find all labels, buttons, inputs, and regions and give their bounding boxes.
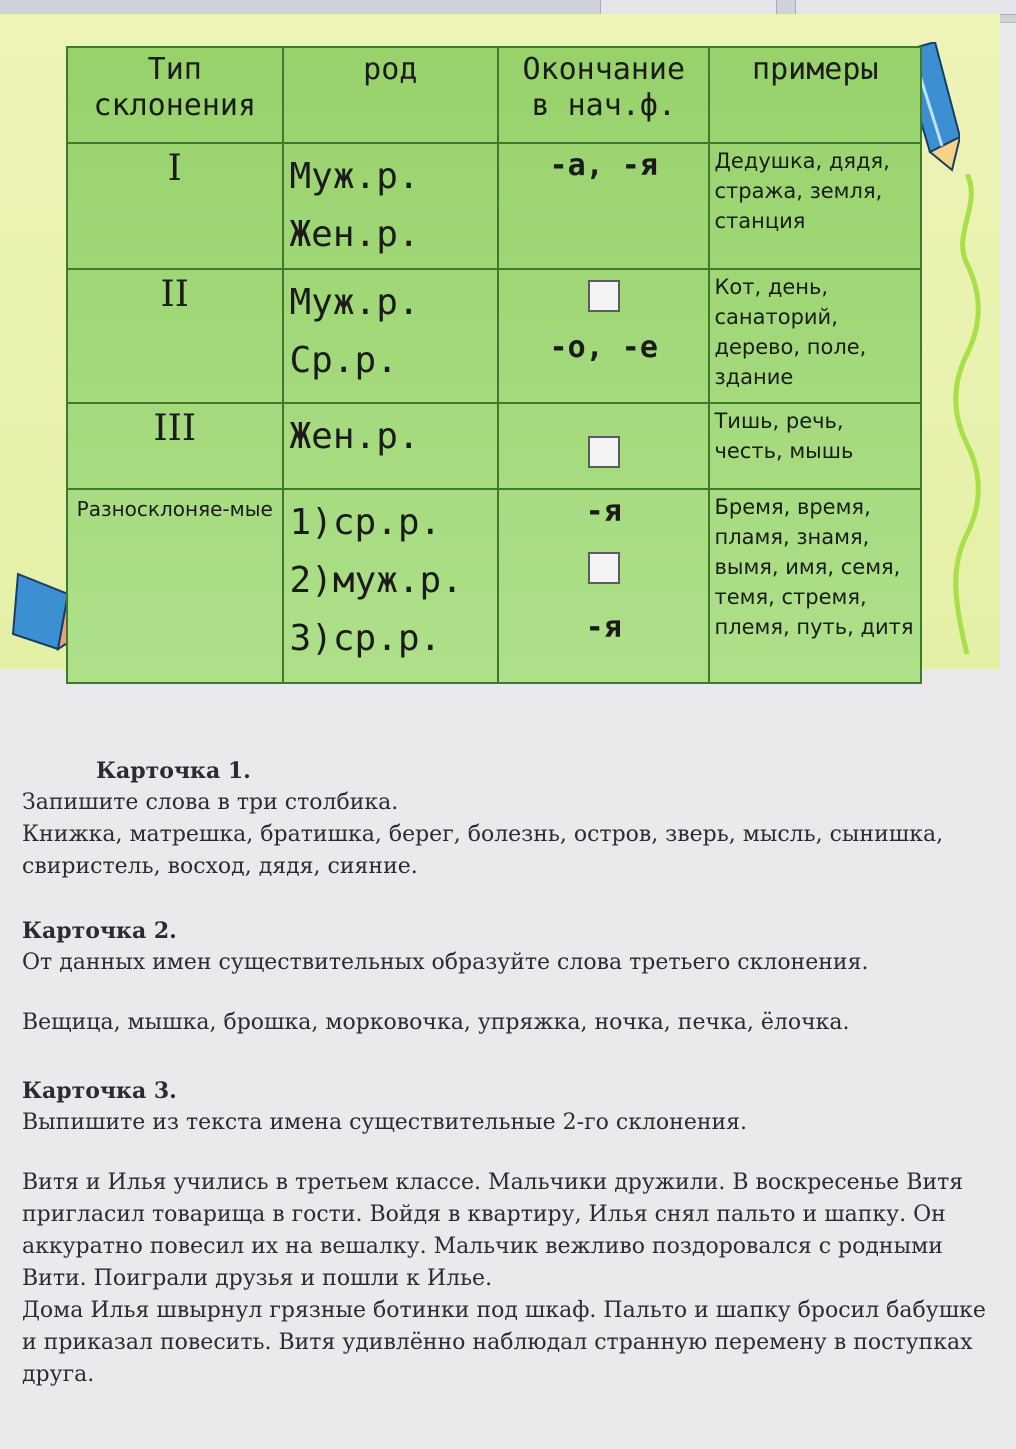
table-row [67,489,921,683]
examples-cell: Тишь, речь, честь, мышь [709,403,921,489]
card [22,915,1002,1039]
card [22,1075,1002,1391]
gender-value: Ср.р. [289,340,398,381]
gender-cell [283,143,499,269]
gender-value: Муж.р. [289,282,420,323]
cards-section [22,755,1002,1391]
declension-type: III [67,403,283,489]
gender-cell [283,269,499,403]
gender-value: Жен.р. [289,214,420,255]
ending-value: -я [585,494,622,529]
card-title: Карточка 3. [22,1078,177,1104]
header-examples: примеры [709,47,921,143]
header-gender: род [283,47,499,143]
card-task: От данных имен существительных образуйте слова третьего склонения. [22,950,869,975]
gender-value: Муж.р. [289,156,420,197]
card-text: Вещица, мышка, брошка, морковочка, упряжка, ночка, печка, ёлочка. [22,1010,850,1035]
card-task: Запишите слова в три столбика. [22,790,399,815]
card [22,755,1002,883]
gender-cell [283,403,499,489]
toolbar-button[interactable] [795,0,1016,15]
declension-table [66,46,922,684]
declension-type: II [67,269,283,403]
gender-value: 2)муж.р. [289,560,463,601]
header-ending: Окончание в нач.ф. [498,47,709,143]
empty-ending-box [588,552,620,584]
empty-ending-box [588,280,620,312]
ending-cell [498,269,709,403]
toolbar-button[interactable] [600,0,777,15]
card-text: Дома Илья швырнул грязные ботинки под шкаф. Пальто и шапку бросил бабушке и приказал повесить. Витя удивлённо наблюдал странную перемену в поступках друга. [22,1298,986,1387]
wave-decoration-icon [952,174,982,654]
ending-value: -я [585,610,622,645]
gender-value: 1)ср.р. [289,502,442,543]
ending-value: -о, -е [549,330,658,365]
card-title: Карточка 2. [22,918,177,944]
card-text: Книжка, матрешка, братишка, берег, болезнь, остров, зверь, мысль, сынишка, свиристель, восход, дядя, сияние. [22,822,944,879]
gender-value: 3)ср.р. [289,618,442,659]
examples-cell: Бремя, время, пламя, знамя, вымя, имя, семя, темя, стремя, племя, путь, дитя [709,489,921,683]
gender-cell [283,489,499,683]
table-row [67,143,921,269]
ending-cell [498,403,709,489]
card-title: Карточка 1. [96,758,251,784]
gender-value: Жен.р. [289,416,420,457]
declension-type: Разносклоняе-мые [67,489,283,683]
table-header-row [67,47,921,143]
empty-ending-box [588,436,620,468]
examples-cell: Дедушка, дядя, стража, земля, станция [709,143,921,269]
card-task: Выпишите из текста имена существительные 2-го склонения. [22,1110,748,1135]
ending-cell [498,489,709,683]
card-text: Витя и Илья учились в третьем классе. Мальчики дружили. В воскресенье Витя пригласил товарища в гости. Войдя в квартиру, Илья снял пальто и шапку. Он аккуратно повесил их на вешалку. Мальчик вежливо поздоровался с родными Вити. Поиграли друзья и пошли к Илье. [22,1170,964,1291]
slide-background [0,14,1000,669]
declension-type: I [67,143,283,269]
ending-cell: -а, -я [498,143,709,269]
table-row [67,403,921,489]
examples-cell: Кот, день, санаторий, дерево, поле, здание [709,269,921,403]
table-row [67,269,921,403]
header-type: Тип склонения [67,47,283,143]
